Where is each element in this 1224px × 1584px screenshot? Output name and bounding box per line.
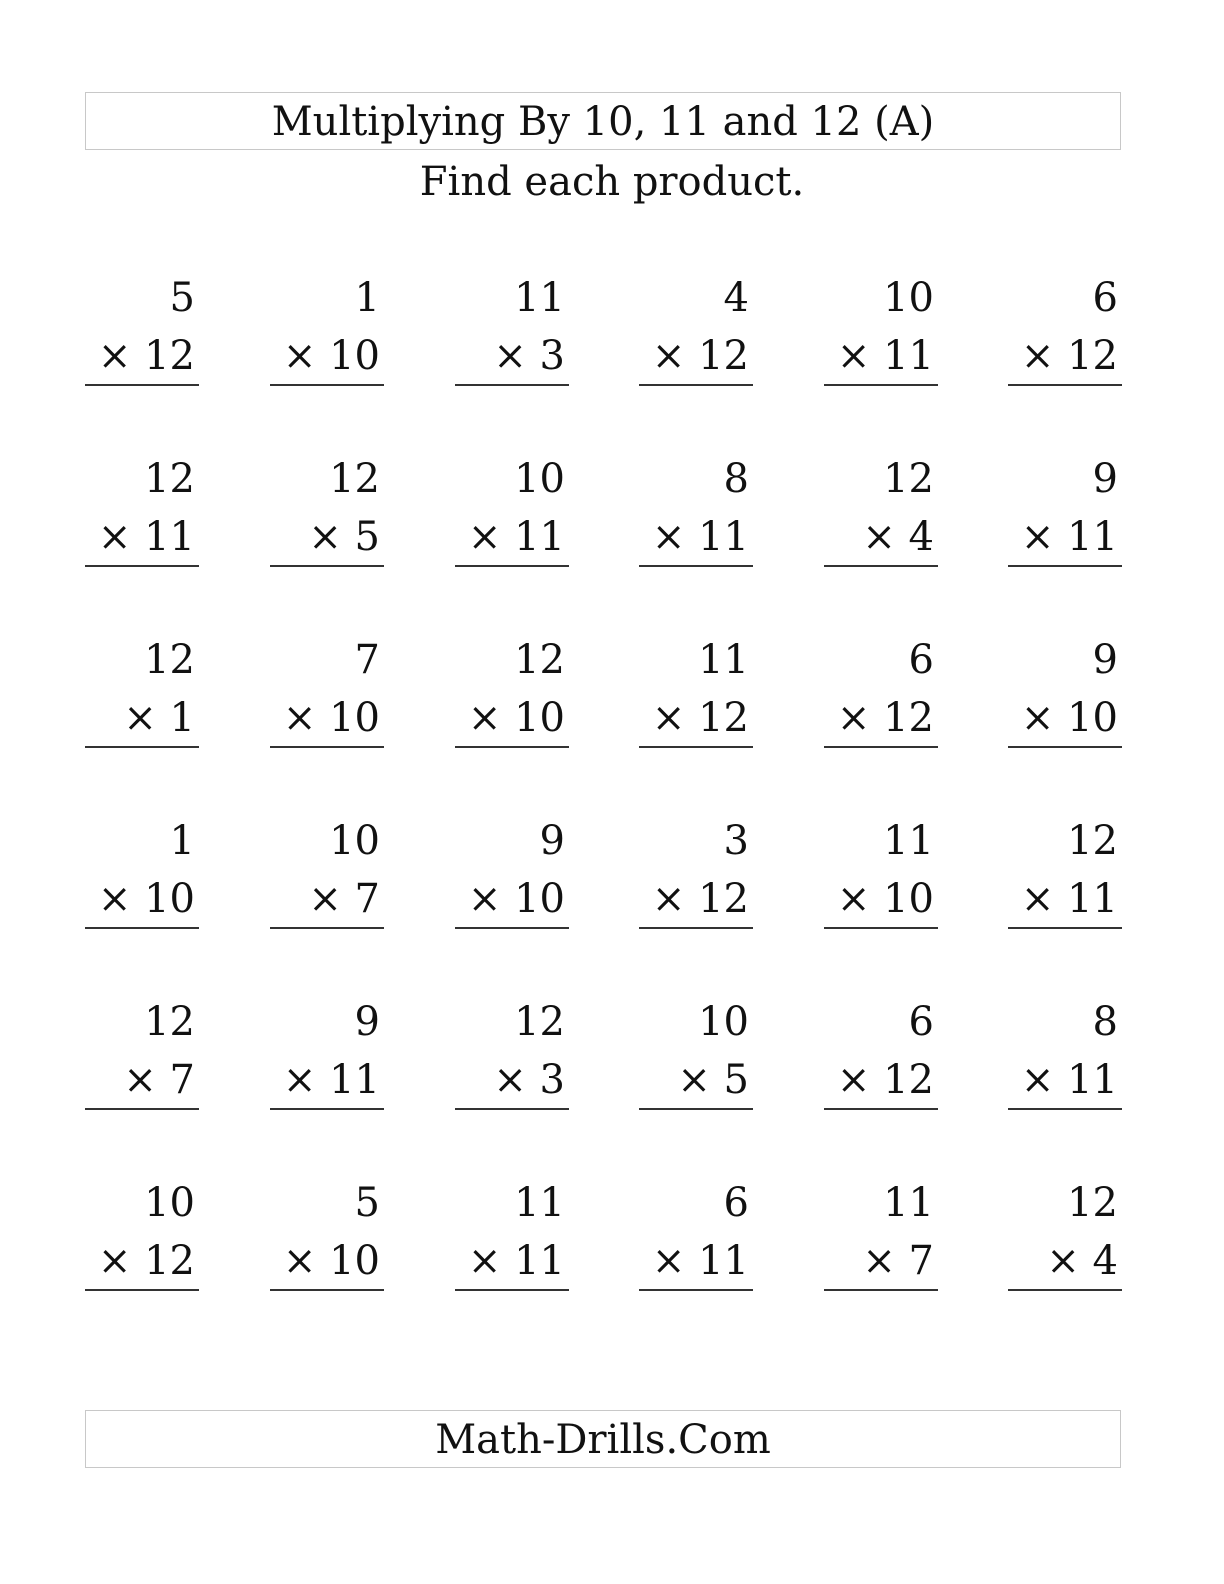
multiplier: × 5 [308,514,380,560]
problem-r4-c2 [270,817,384,937]
problem-r4-c6 [1008,817,1122,937]
problem-r6-c3 [455,1179,569,1299]
problem-r3-c2 [270,636,384,756]
answer-line [85,927,199,929]
problem-r2-c4 [639,455,753,575]
problem-r5-c6 [1008,998,1122,1118]
multiplicand: 11 [883,818,934,864]
multiplicand: 10 [514,456,565,502]
problem-r3-c1 [85,636,199,756]
multiplicand: 6 [1092,275,1118,321]
multiplicand: 12 [144,637,195,683]
problem-r2-c3 [455,455,569,575]
multiplicand: 1 [169,818,195,864]
answer-line [455,565,569,567]
problem-r6-c6 [1008,1179,1122,1299]
problem-r1-c6 [1008,274,1122,394]
multiplier: × 12 [836,695,934,741]
answer-line [639,927,753,929]
multiplier: × 11 [467,1238,565,1284]
problem-r5-c3 [455,998,569,1118]
answer-line [1008,1289,1122,1291]
problem-r4-c3 [455,817,569,937]
multiplicand: 6 [908,637,934,683]
multiplicand: 9 [1092,637,1118,683]
multiplicand: 6 [723,1180,749,1226]
problem-r3-c5 [824,636,938,756]
multiplier: × 12 [651,876,749,922]
answer-line [1008,384,1122,386]
multiplicand: 10 [883,275,934,321]
multiplicand: 1 [354,275,380,321]
answer-line [85,746,199,748]
worksheet-title: Multiplying By 10, 11 and 12 (A) [271,99,935,145]
answer-line [1008,927,1122,929]
multiplicand: 6 [908,999,934,1045]
multiplicand: 11 [698,637,749,683]
multiplicand: 10 [144,1180,195,1226]
multiplier: × 7 [123,1057,195,1103]
answer-line [639,1108,753,1110]
answer-line [455,746,569,748]
answer-line [1008,1108,1122,1110]
problem-r5-c4 [639,998,753,1118]
multiplier: × 12 [97,333,195,379]
multiplier: × 12 [651,333,749,379]
problem-r2-c5 [824,455,938,575]
problem-r2-c6 [1008,455,1122,575]
multiplicand: 5 [169,275,195,321]
multiplier: × 7 [308,876,380,922]
answer-line [824,1108,938,1110]
problem-r2-c2 [270,455,384,575]
problem-r6-c2 [270,1179,384,1299]
answer-line [824,746,938,748]
multiplicand: 5 [354,1180,380,1226]
multiplicand: 12 [144,456,195,502]
problem-r1-c1 [85,274,199,394]
multiplier: × 10 [97,876,195,922]
multiplier: × 12 [97,1238,195,1284]
answer-line [1008,565,1122,567]
problem-r6-c5 [824,1179,938,1299]
multiplicand: 12 [514,999,565,1045]
problem-r1-c4 [639,274,753,394]
multiplicand: 12 [144,999,195,1045]
problem-r5-c5 [824,998,938,1118]
multiplicand: 8 [723,456,749,502]
multiplier: × 3 [493,1057,565,1103]
problem-r1-c5 [824,274,938,394]
multiplier: × 10 [1020,695,1118,741]
multiplier: × 1 [123,695,195,741]
multiplicand: 12 [883,456,934,502]
answer-line [639,1289,753,1291]
multiplier: × 12 [836,1057,934,1103]
problem-r1-c2 [270,274,384,394]
multiplicand: 9 [1092,456,1118,502]
multiplier: × 10 [467,876,565,922]
multiplier: × 11 [1020,514,1118,560]
answer-line [824,927,938,929]
answer-line [85,1108,199,1110]
multiplier: × 10 [282,695,380,741]
multiplicand: 12 [1067,818,1118,864]
problem-r4-c1 [85,817,199,937]
problem-r4-c4 [639,817,753,937]
multiplicand: 11 [883,1180,934,1226]
answer-line [270,746,384,748]
multiplicand: 9 [354,999,380,1045]
answer-line [455,1108,569,1110]
multiplicand: 12 [329,456,380,502]
multiplier: × 11 [1020,876,1118,922]
multiplier: × 5 [677,1057,749,1103]
multiplicand: 7 [354,637,380,683]
problem-r3-c4 [639,636,753,756]
answer-line [1008,746,1122,748]
answer-line [85,565,199,567]
problem-r3-c6 [1008,636,1122,756]
multiplier: × 4 [1046,1238,1118,1284]
multiplicand: 9 [539,818,565,864]
answer-line [455,1289,569,1291]
multiplier: × 11 [97,514,195,560]
answer-line [639,384,753,386]
answer-line [455,384,569,386]
multiplier: × 10 [282,1238,380,1284]
multiplicand: 11 [514,275,565,321]
answer-line [85,1289,199,1291]
problem-r5-c1 [85,998,199,1118]
answer-line [270,1108,384,1110]
multiplier: × 12 [651,695,749,741]
multiplicand: 12 [514,637,565,683]
answer-line [824,384,938,386]
instructions: Find each product. [419,159,805,205]
multiplier: × 11 [836,333,934,379]
footer-box [85,1410,1121,1468]
multiplier: × 12 [1020,333,1118,379]
problem-r1-c3 [455,274,569,394]
multiplier: × 11 [467,514,565,560]
answer-line [639,746,753,748]
multiplier: × 3 [493,333,565,379]
multiplier: × 10 [282,333,380,379]
problem-r5-c2 [270,998,384,1118]
problem-r3-c3 [455,636,569,756]
problem-r6-c4 [639,1179,753,1299]
multiplicand: 10 [329,818,380,864]
multiplier: × 11 [1020,1057,1118,1103]
answer-line [85,384,199,386]
multiplier: × 11 [651,514,749,560]
footer-site: Math-Drills.Com [435,1417,771,1463]
multiplier: × 11 [651,1238,749,1284]
multiplicand: 11 [514,1180,565,1226]
multiplicand: 4 [723,275,749,321]
problem-r4-c5 [824,817,938,937]
multiplier: × 11 [282,1057,380,1103]
multiplier: × 4 [862,514,934,560]
answer-line [270,384,384,386]
problem-r2-c1 [85,455,199,575]
multiplier: × 10 [467,695,565,741]
problem-r6-c1 [85,1179,199,1299]
multiplicand: 12 [1067,1180,1118,1226]
multiplicand: 8 [1092,999,1118,1045]
multiplier: × 10 [836,876,934,922]
multiplicand: 3 [723,818,749,864]
answer-line [639,565,753,567]
answer-line [270,565,384,567]
answer-line [455,927,569,929]
multiplier: × 7 [862,1238,934,1284]
answer-line [824,1289,938,1291]
answer-line [270,1289,384,1291]
answer-line [270,927,384,929]
answer-line [824,565,938,567]
multiplicand: 10 [698,999,749,1045]
